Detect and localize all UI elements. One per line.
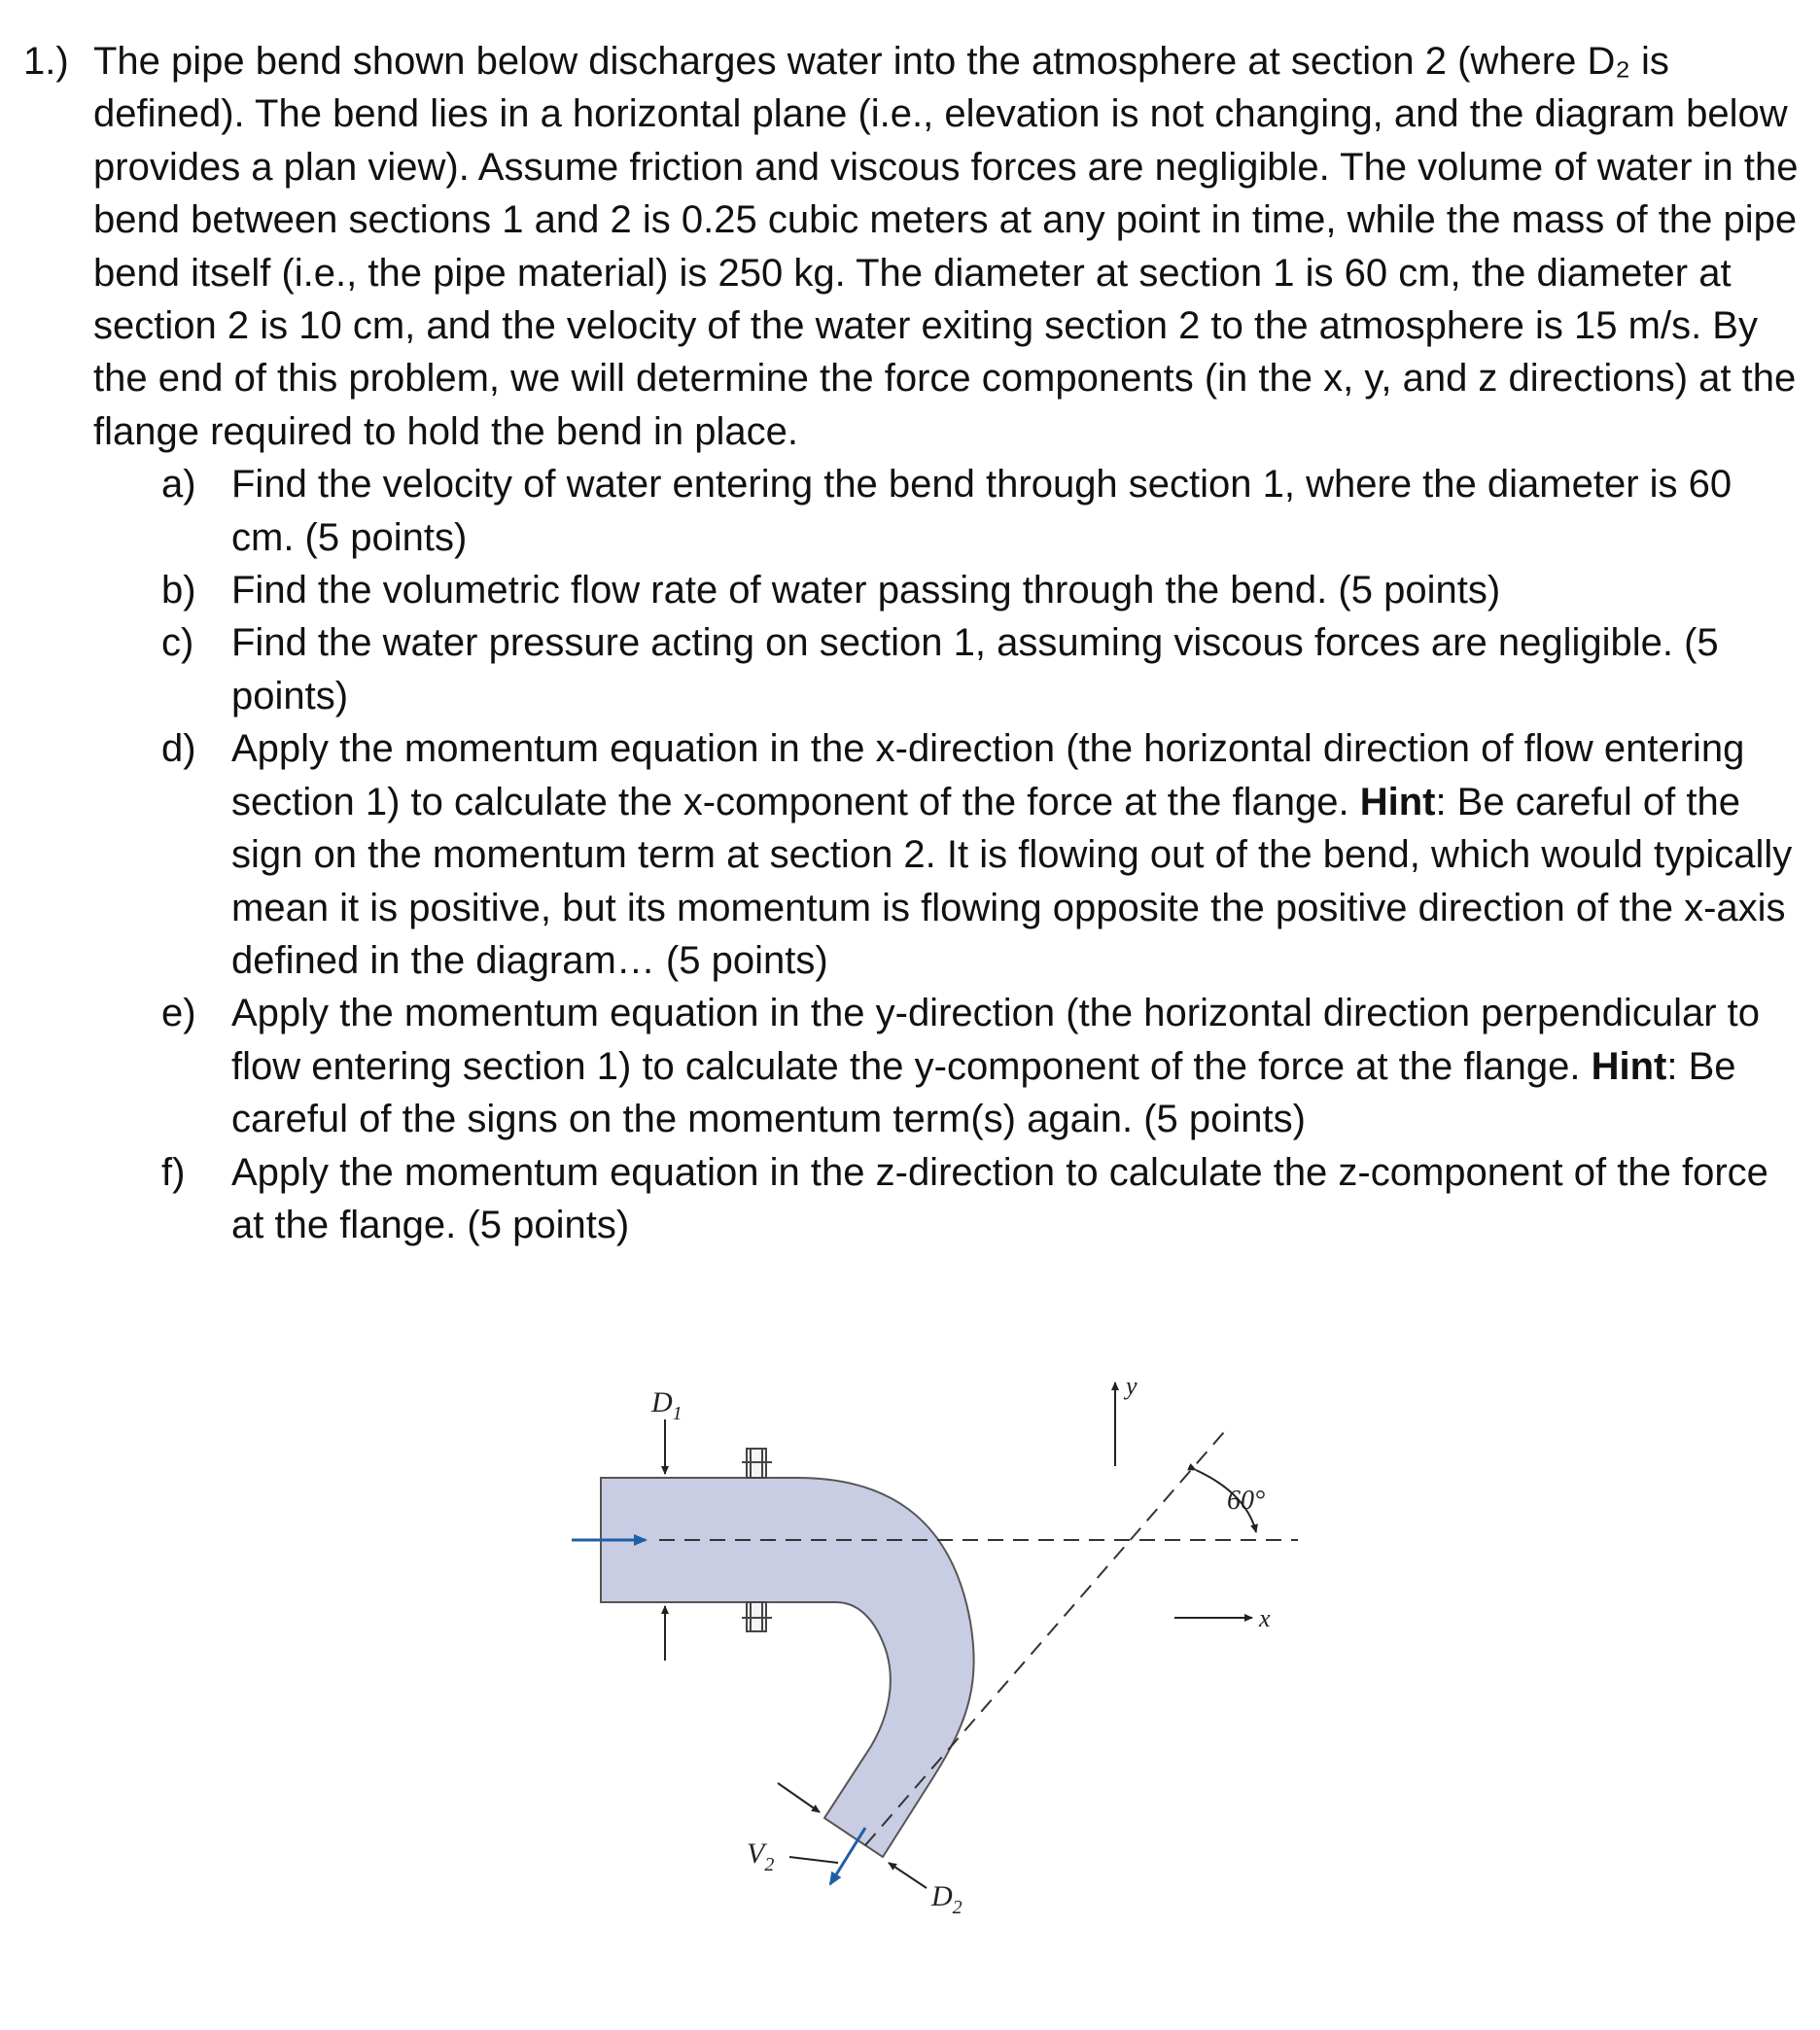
- d2-label: $D_2$: [931, 1880, 962, 1913]
- v2-label: $V_2$: [747, 1838, 775, 1875]
- outlet-flow-arrow: [830, 1828, 865, 1884]
- part-text: [231, 987, 1804, 1145]
- problem-1: [23, 35, 1802, 1251]
- part-text: Find the velocity of water entering the bend through section 1, where the diameter is 60 cm. (5 points): [231, 463, 1732, 559]
- part-label: e): [161, 992, 196, 1035]
- pipe-bend-diagram: [544, 1369, 1322, 1913]
- angle-label: 60°: [1227, 1486, 1266, 1516]
- part-text-before: Apply the momentum equation in the x-direction (the horizontal direction of flow entering section 1) to calculate the x-component of the force at the flange.: [231, 727, 1745, 823]
- part-label: b): [161, 569, 196, 612]
- part-text: Apply the momentum equation in the z-direction to calculate the z-component of the force at the flange. (5 points): [231, 1150, 1768, 1246]
- part-label: f): [161, 1150, 186, 1194]
- problem-number: 1.): [23, 40, 69, 83]
- hint-label: Hint: [1591, 1044, 1667, 1088]
- part-text: Find the volumetric flow rate of water passing through the bend. (5 points): [231, 569, 1501, 612]
- part-text-after: : Be careful of the signs on the momentum term(s) again. (5 points): [231, 1044, 1736, 1141]
- v2-leader: [789, 1857, 838, 1863]
- flange-bottom: [742, 1602, 772, 1631]
- problem-parts: [161, 458, 1804, 1251]
- part-d: [161, 722, 1804, 987]
- part-a: [161, 458, 1804, 564]
- part-text-after: : Be careful of the sign on the momentum term at section 2. It is flowing out of the bend, which would typically mean it is positive, but its momentum is flowing opposite the positive direction of the x-axis defined in the diagram… (5 points): [231, 780, 1793, 982]
- flange-top: [742, 1449, 772, 1478]
- part-label: a): [161, 463, 196, 507]
- d2-arrow-left: [778, 1783, 820, 1812]
- pipe-bend-body: [601, 1478, 974, 1857]
- part-text: Find the water pressure acting on section 1, assuming viscous forces are negligible. (5 points): [231, 621, 1719, 718]
- part-f: [161, 1146, 1804, 1252]
- d1-label: $D_1$: [651, 1386, 682, 1424]
- part-c: [161, 616, 1804, 722]
- part-label: c): [161, 621, 194, 665]
- d2-arrow-right: [889, 1863, 927, 1888]
- pipe-bend-figure: [544, 1369, 1322, 1913]
- part-text-before: Apply the momentum equation in the y-direction (the horizontal direction perpendicular to flow entering section 1) to calculate the y-component of the force at the flange.: [231, 992, 1760, 1088]
- hint-label: Hint: [1359, 780, 1436, 823]
- part-e: [161, 987, 1804, 1145]
- y-axis-label: y: [1126, 1372, 1138, 1400]
- part-text: [231, 722, 1804, 987]
- part-label: d): [161, 727, 196, 771]
- part-b: [161, 564, 1804, 616]
- x-axis-label: x: [1259, 1604, 1271, 1632]
- problem-statement: The pipe bend shown below discharges water into the atmosphere at section 2 (where D₂ is defined). The bend lies in a horizontal plane (i.e., elevation is not changing, and the diagram below provides a plan view). Assume friction and viscous forces are negligible. The volume of water in the bend between sections 1 and 2 is 0.25 cubic meters at any point in time, while the mass of the pipe bend itself (i.e., the pipe material) is 250 kg. The diameter at section 1 is 60 cm, the diameter at section 2 is 10 cm, and the velocity of the water exiting section 2 to the atmosphere is 15 m/s. By the end of this problem, we will determine the force components (in the x, y, and z directions) at the flange required to hold the bend in place.: [93, 40, 1799, 453]
